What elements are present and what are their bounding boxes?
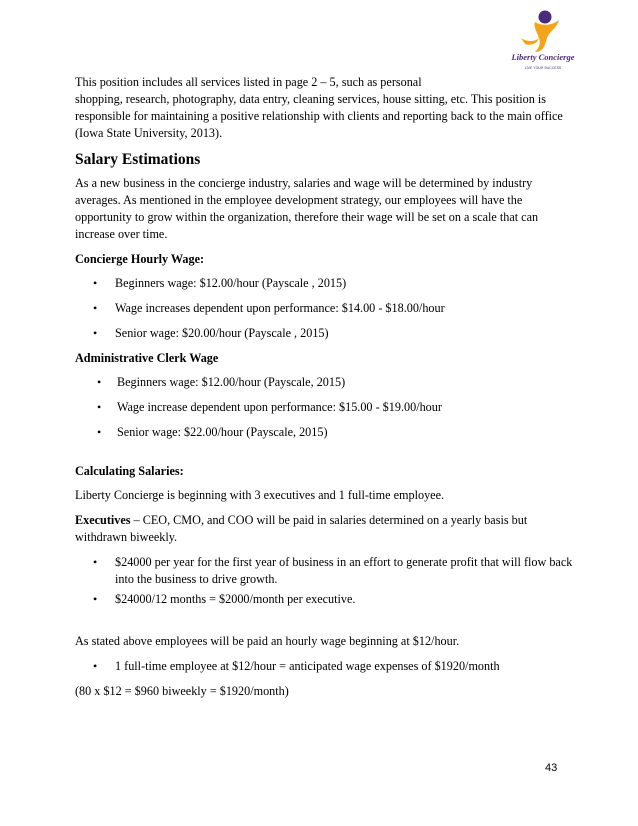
intro-line-1: This position includes all services listed in page 2 – 5, such as personal <box>75 75 422 89</box>
executives-label: Executives <box>75 513 131 527</box>
logo-purple-dot <box>539 11 552 24</box>
list-item: • Wage increases dependent upon performance: $14.00 - $18.00/hour <box>75 300 575 317</box>
employees-list <box>75 658 575 675</box>
page-number: 43 <box>545 762 558 774</box>
calculating-salaries-heading: Calculating Salaries: <box>75 464 184 478</box>
list-item: • Beginners wage: $12.00/hour (Payscale , 2015) <box>75 275 575 292</box>
logo-wordmark: Liberty Concierge <box>511 52 575 62</box>
calc-paragraph: Liberty Concierge is beginning with 3 executives and 1 full-time employee. <box>75 488 445 502</box>
list-item: • $24000/12 months = $2000/month per executive. <box>75 591 575 608</box>
list-item: • Senior wage: $22.00/hour (Payscale, 2015) <box>75 424 575 441</box>
list-item: • $24000 per year for the first year of business in an effort to generate profit that will flow back into the business to drive growth. <box>75 554 575 588</box>
executives-paragraph <box>75 512 575 546</box>
employees-paragraph: As stated above employees will be paid an hourly wage beginning at $12/hour. <box>75 634 460 648</box>
concierge-wage-heading: Concierge Hourly Wage: <box>75 252 205 266</box>
logo-orange-figure <box>534 20 559 52</box>
executives-list <box>75 554 575 608</box>
concierge-wage-list <box>75 275 575 342</box>
list-item: • Senior wage: $20.00/hour (Payscale , 2015) <box>75 325 575 342</box>
logo-orange-arm <box>521 38 539 45</box>
list-item: • Wage increase dependent upon performance: $15.00 - $19.00/hour <box>75 399 575 416</box>
intro-rest: shopping, research, photography, data entry, cleaning services, house sitting, etc. This position is responsible for maintaining a positive relationship with clients and reporting back to the main office (Iowa State University, 2013). <box>75 92 563 140</box>
intro-paragraph <box>75 74 575 142</box>
clerk-wage-heading: Administrative Clerk Wage <box>75 351 219 365</box>
salary-estimations-heading: Salary Estimations <box>75 151 201 168</box>
list-item: • 1 full-time employee at $12/hour = anticipated wage expenses of $1920/month <box>75 658 575 675</box>
clerk-wage-list <box>75 374 575 441</box>
liberty-concierge-logo <box>497 8 589 74</box>
logo-graphic <box>497 8 589 74</box>
logo-tagline: LIVE YOUR SUCCESS <box>524 66 562 70</box>
list-item: • Beginners wage: $12.00/hour (Payscale, 2015) <box>75 374 575 391</box>
employees-note: (80 x $12 = $960 biweekly = $1920/month) <box>75 684 289 698</box>
executives-text: – CEO, CMO, and COO will be paid in salaries determined on a yearly basis but withdrawn biweekly. <box>75 513 528 544</box>
document-body <box>75 74 575 700</box>
salary-paragraph: As a new business in the concierge industry, salaries and wage will be determined by industry averages. As mentioned in the employee development strategy, our employees will have the opportunity to grow within the organization, therefore their wage will be set on a scale that can increase over time. <box>75 176 539 241</box>
